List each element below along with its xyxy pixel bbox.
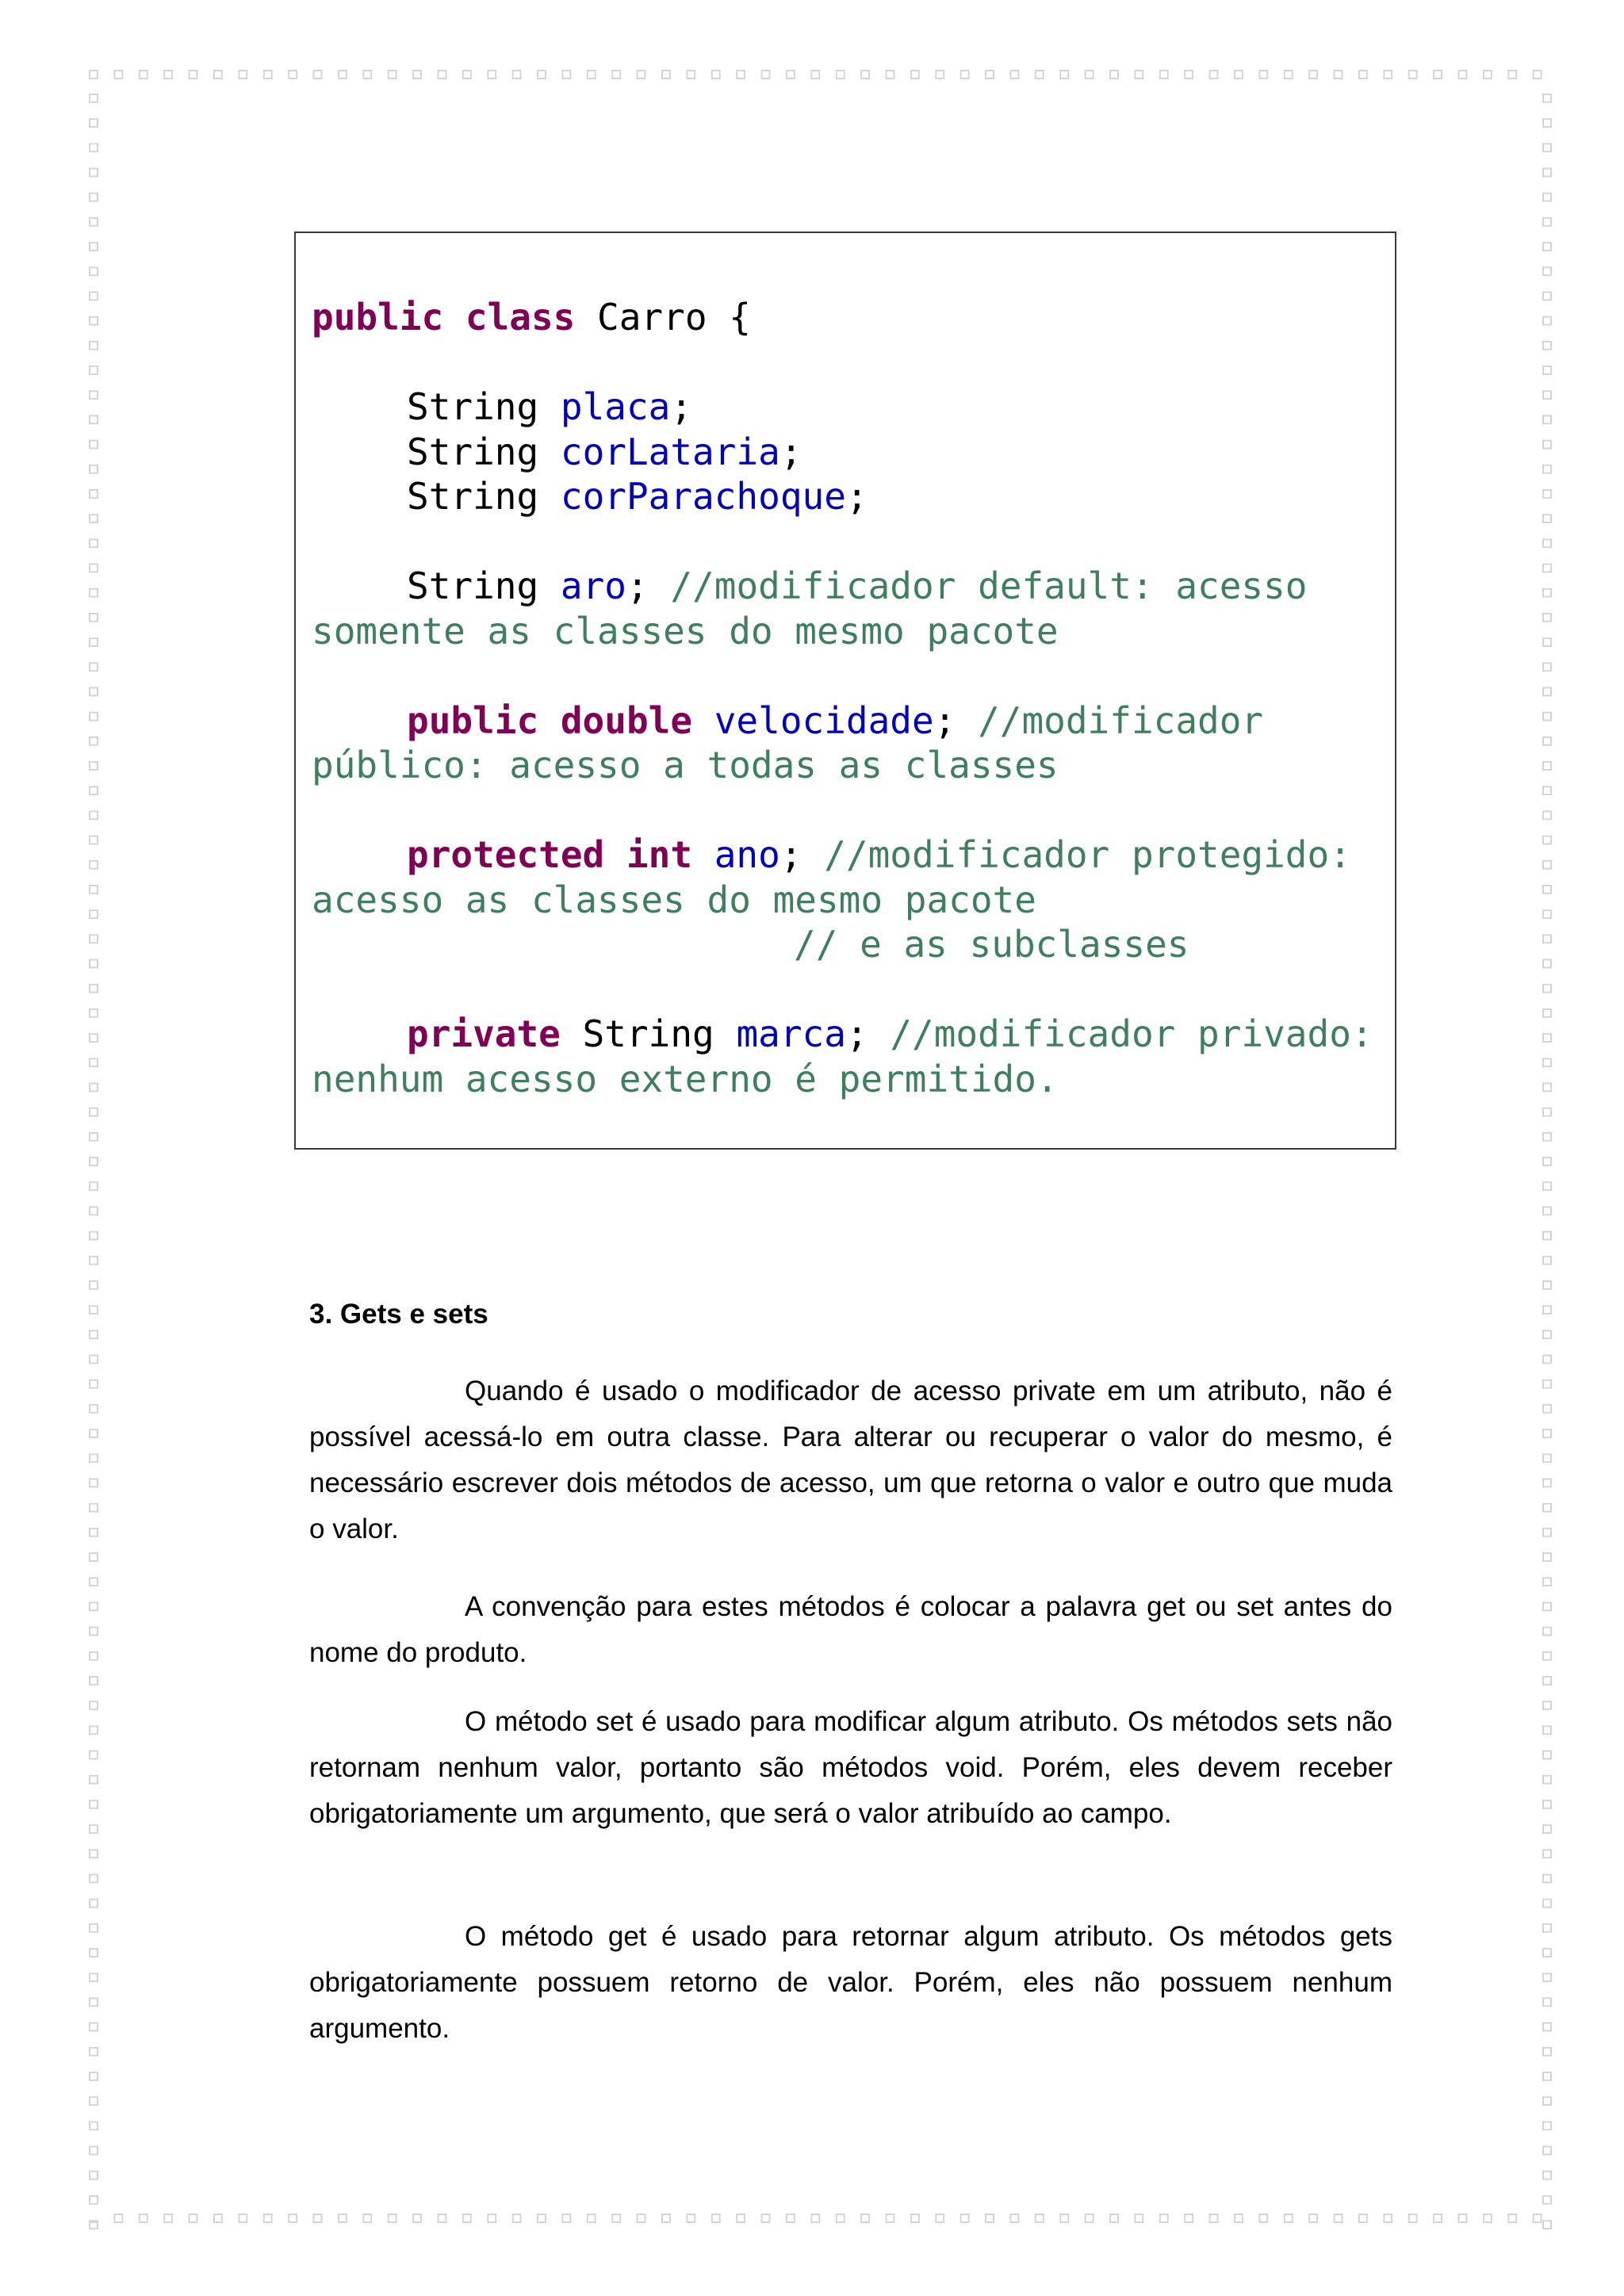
code-line-4: String corParachoque;: [407, 475, 868, 518]
frame-border-left-mask: [89, 94, 98, 2234]
paragraph-1: Quando é usado o modificador de acesso private em um atributo, não é possível acessá-lo em outra classe. Para alterar ou recuperar o valor do mesmo, é necessário escrever dois métodos de acesso, um que retorna o valor e outro que muda o valor.: [309, 1376, 1392, 1544]
code-line-9: protected int ano; //modificador protegido:: [407, 833, 1351, 876]
code-line-6: somente as classes do mesmo pacote: [312, 609, 1059, 652]
paragraph-4: O método get é usado para retornar algum atributo. Os métodos gets obrigatoriamente possuem retorno de valor. Porém, eles não possuem nenhum argumento.: [309, 1921, 1392, 2044]
paragraph-3: O método set é usado para modificar algum atributo. Os métodos sets não retornam nenhum valor, portanto são métodos void. Porém, eles devem receber obrigatoriamente um argumento, que será o valor atribuído ao campo.: [309, 1706, 1392, 1829]
code-listing-box: [294, 232, 1396, 1150]
code-line-7: public double velocidade; //modificador: [407, 698, 1264, 742]
frame-border-bottom-mask: [89, 2214, 1556, 2223]
code-line-11: // e as subclasses: [794, 923, 1189, 966]
frame-border-top-mask: [89, 70, 1556, 79]
section-title: 3. Gets e sets: [309, 1299, 488, 1330]
code-listing: [312, 295, 1373, 1101]
code-line-5: String aro; //modificador default: acesso: [407, 564, 1308, 607]
code-line-3: String corLataria;: [407, 430, 802, 473]
code-line-12: private String marca; //modificador privado:: [407, 1012, 1373, 1055]
code-line-10: acesso as classes do mesmo pacote: [312, 878, 1036, 921]
code-line-13: nenhum acesso externo é permitido.: [312, 1057, 1059, 1100]
frame-border-right-mask: [1542, 94, 1552, 2234]
code-line-2: String placa;: [407, 385, 693, 428]
paragraph-2: A convenção para estes métodos é colocar a palavra get ou set antes do nome do produto.: [309, 1591, 1392, 1668]
code-line-1: public class Carro {: [312, 296, 751, 339]
code-line-8: público: acesso a todas as classes: [312, 744, 1059, 786]
